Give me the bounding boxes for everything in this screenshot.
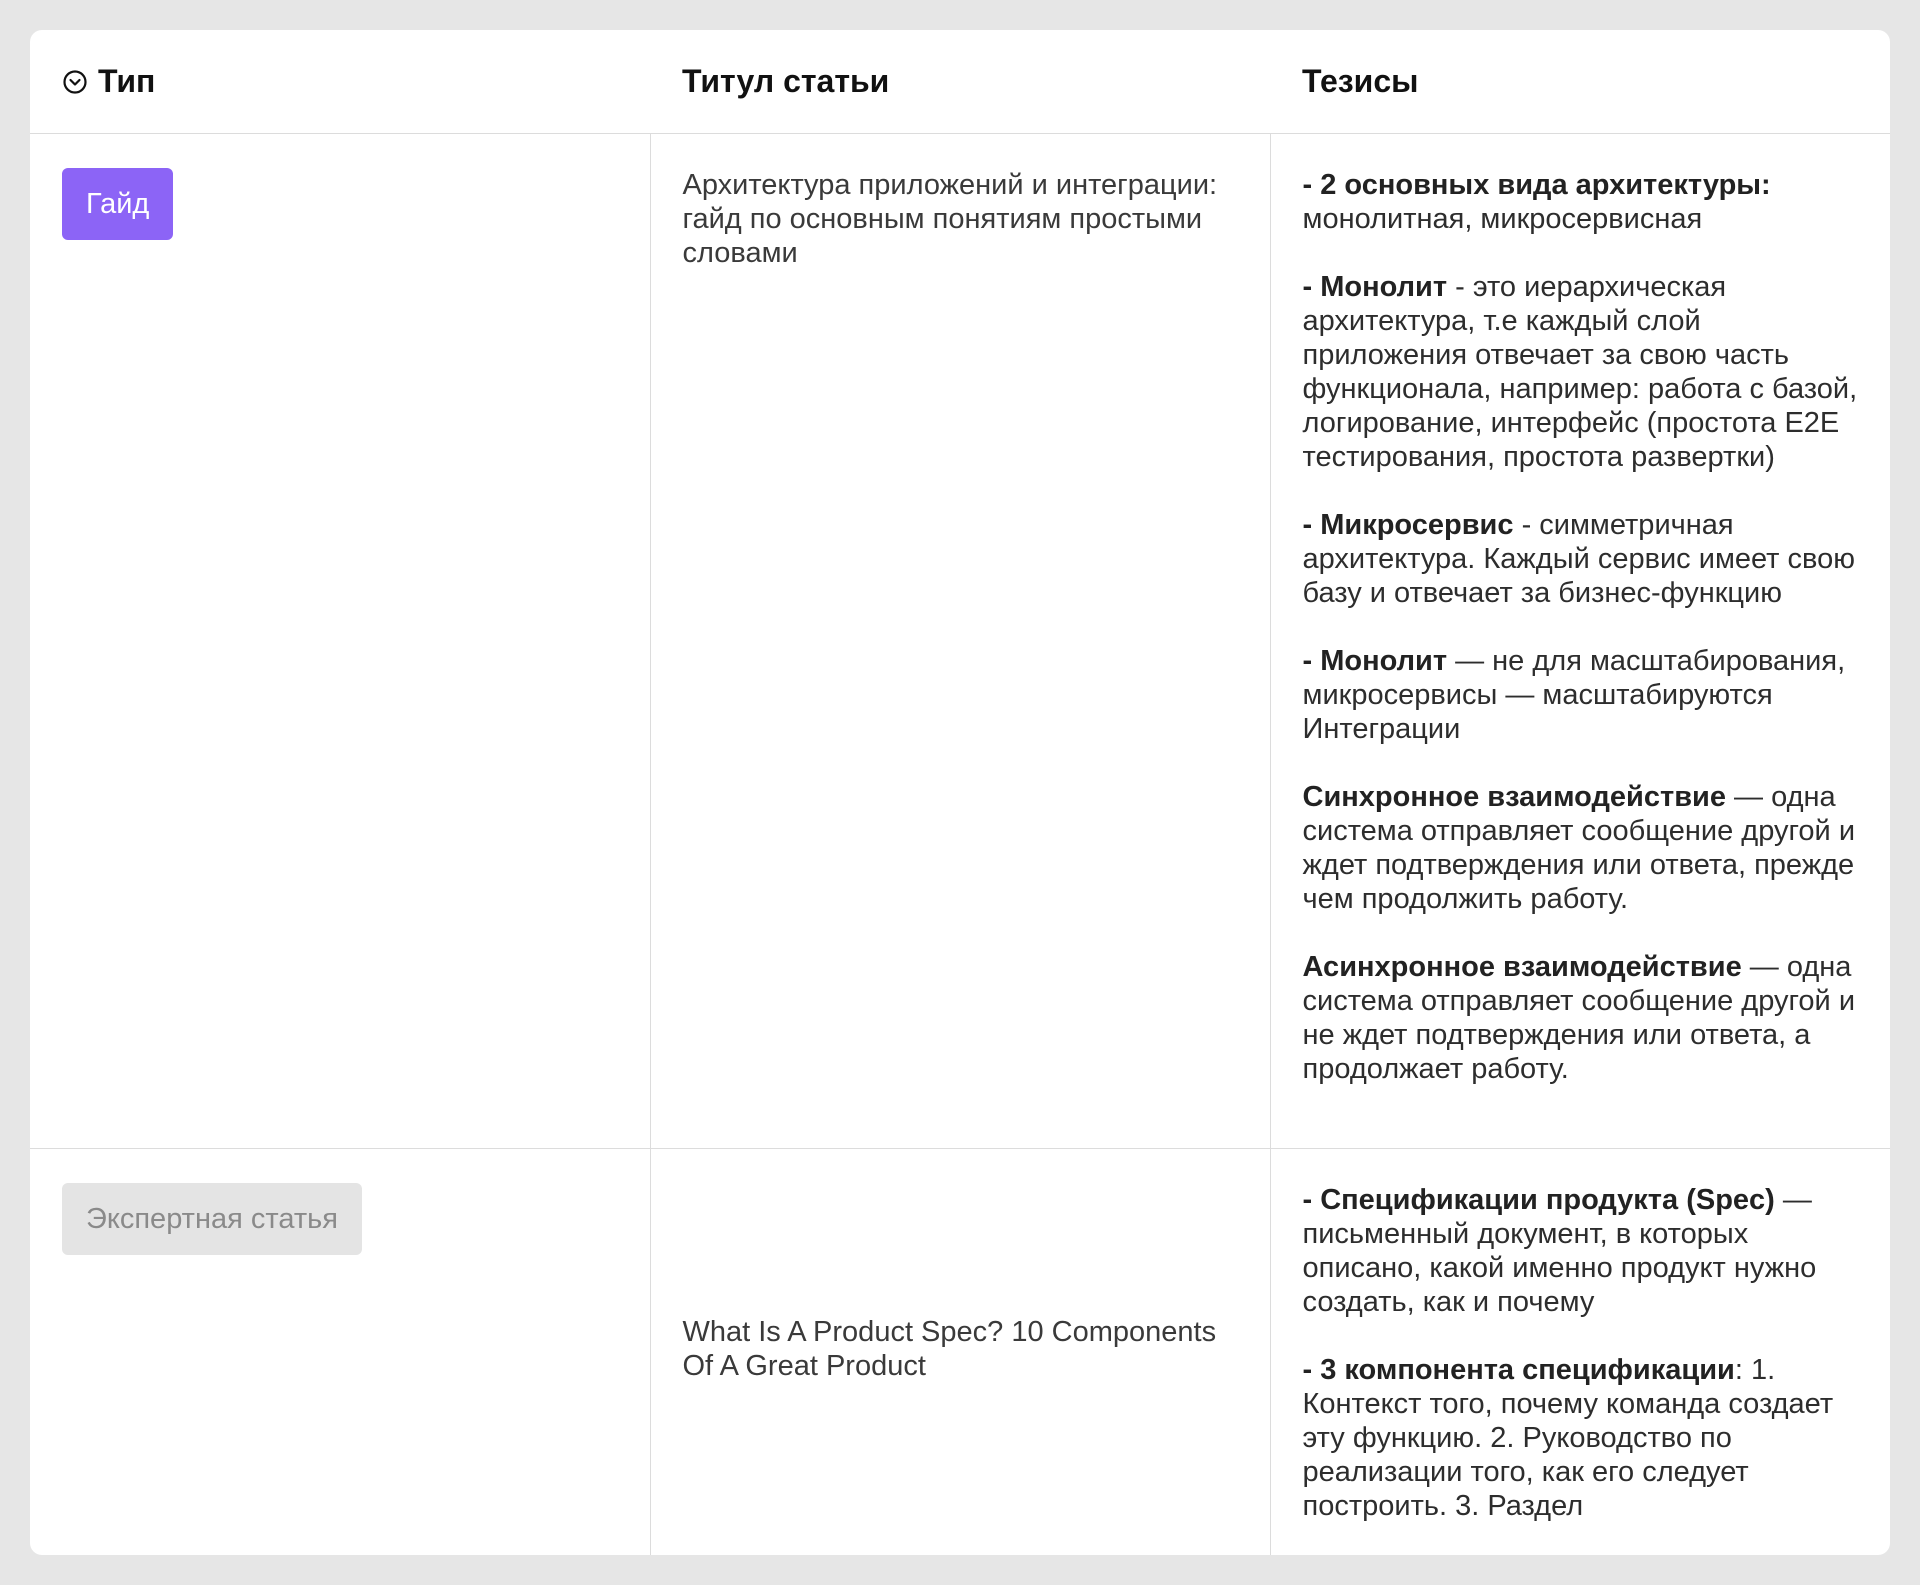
table-row [30,134,1890,1149]
type-tag-expert-article[interactable]: Экспертная статья [62,1183,362,1255]
table-row [30,1149,1890,1556]
column-header-type[interactable] [30,30,650,134]
thesis-item: Асинхронное взаимодействие — одна система отправляет сообщение другой и не ждет подтверждения или ответа, а продолжает работу. [1302,951,1856,1085]
type-cell[interactable] [30,134,650,1149]
article-title: What Is A Product Spec? 10 Components Of A Great Product [682,1316,1217,1382]
title-cell[interactable] [650,134,1270,1149]
title-cell[interactable] [650,1149,1270,1556]
table-header-row [30,30,1890,134]
theses-cell[interactable] [1270,134,1890,1149]
column-header-title[interactable]: Титул статьи [650,30,1270,134]
database-table [30,30,1890,1555]
thesis-item: - 2 основных вида архитектуры: монолитная, микросервисная [1302,169,1771,235]
thesis-item: - Монолит - это иерархическая архитектура, т.е каждый слой приложения отвечает за свою часть функционала, например: работа с базой, логирование, интерфейс (простота E2E тестирования, простота развертки) [1302,271,1858,473]
chevron-down-circle-icon [62,69,88,95]
theses-cell[interactable] [1270,1149,1890,1556]
thesis-item: - 3 компонента спецификации: 1. Контекст того, почему команда создает эту функцию. 2. Руководство по реализации того, как его следует построить. 3. Раздел [1302,1354,1834,1522]
column-header-theses[interactable]: Тезисы [1270,30,1890,134]
thesis-item: - Спецификации продукта (Spec) — письменный документ, в которых описано, какой именно продукт нужно создать, как и почему [1302,1184,1817,1318]
thesis-item: Синхронное взаимодействие — одна система отправляет сообщение другой и ждет подтверждения или ответа, прежде чем продолжить работу. [1302,781,1856,915]
column-header-type-label: Тип [98,63,156,99]
thesis-item: - Монолит — не для масштабирования, микросервисы — масштабируются Интеграции [1302,645,1846,745]
type-tag-guide[interactable]: Гайд [62,168,173,240]
article-title: Архитектура приложений и интеграции: гайд по основным понятиям простыми словами [682,169,1218,269]
thesis-item: - Микросервис - симметричная архитектура. Каждый сервис имеет свою базу и отвечает за бизнес-функцию [1302,509,1855,609]
database-table-card [30,30,1890,1555]
type-cell[interactable] [30,1149,650,1556]
